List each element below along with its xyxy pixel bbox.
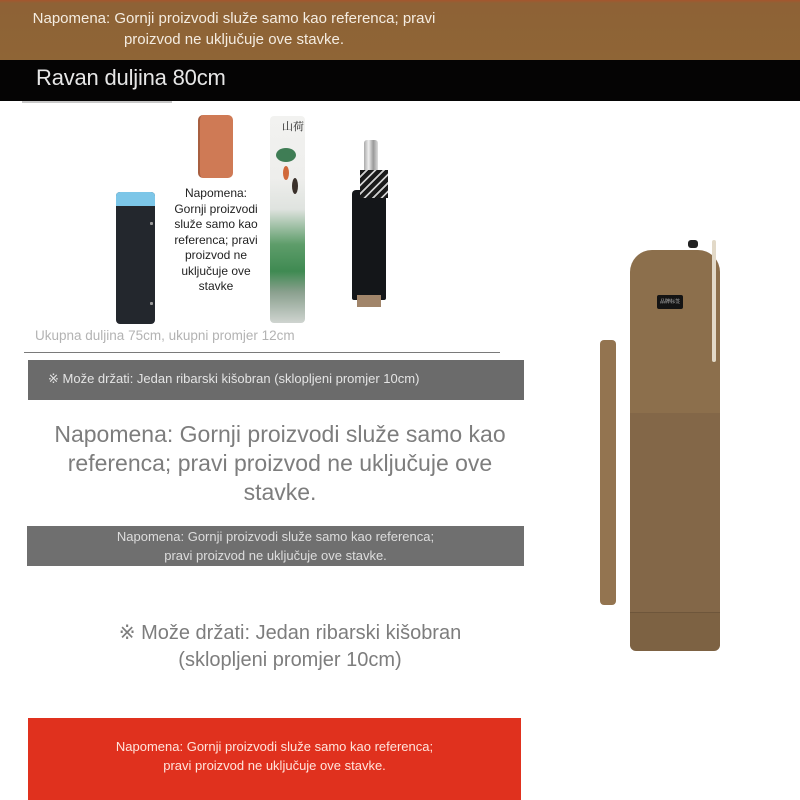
umbrella-canopy	[352, 190, 386, 300]
umbrella-handle	[357, 295, 381, 307]
case-detail	[150, 222, 153, 225]
product-image-orange-box	[198, 115, 233, 178]
product-image-blue-case	[116, 192, 155, 324]
large-disclaimer-text: Napomena: Gornji proizvodi služe samo kao referenca; pravi proizvod ne uključuje ove stavke.	[54, 421, 506, 505]
capacity-note-bar	[28, 360, 524, 400]
red-disclaimer-line-1: Napomena: Gornji proizvodi služe samo kao referenca;	[115, 739, 434, 754]
calligraphy-glyph: 山荷	[282, 120, 304, 133]
case-cap	[116, 192, 155, 206]
drawstring-toggle-icon	[688, 240, 698, 248]
disclaimer-line-1: Napomena: Gornji proizvodi služe samo kao referenca;	[116, 529, 435, 544]
bag-bottom-hem	[630, 612, 720, 651]
disclaimer-gray-bar	[27, 526, 524, 566]
product-image-painted-case	[270, 116, 305, 323]
case-detail	[150, 302, 153, 305]
bag-shoulder-strap	[600, 340, 616, 605]
product-image-umbrella	[352, 140, 382, 315]
disclaimer-red-bar	[28, 718, 521, 800]
overlay-note-text: Napomena: Gornji proizvodi služe samo kao referenca; pravi proizvod ne uključuje ove stavke	[174, 186, 258, 293]
page-title: Ravan duljina 80cm	[36, 65, 226, 90]
product-dimensions-caption: Ukupna duljina 75cm, ukupni promjer 12cm	[35, 328, 295, 343]
umbrella-stripe	[360, 170, 388, 198]
top-note-text: Napomena: Gornji proizvodi služe samo kao referenca; pravi proizvod ne uključuje ove stavke.	[32, 10, 436, 48]
lotus-leaf-shape	[276, 148, 296, 162]
koi-shape	[292, 178, 298, 194]
red-disclaimer-line-2: pravi proizvod ne uključuje ove stavke.	[163, 758, 386, 773]
capacity-line-2: (sklopljeni promjer 10cm)	[178, 649, 402, 671]
large-capacity-note	[60, 620, 520, 674]
capacity-note-text: ※ Može držati: Jedan ribarski kišobran (sklopljeni promjer 10cm)	[48, 371, 420, 386]
divider-line	[24, 352, 500, 353]
capacity-line-1: ※ Može držati: Jedan ribarski kišobran	[118, 622, 462, 644]
bag-brand-label: 品牌标签	[657, 295, 683, 309]
disclaimer-line-2: pravi proizvod ne uključuje ove stavke.	[164, 548, 387, 563]
drawstring-cord	[712, 240, 716, 362]
koi-shape	[283, 166, 289, 180]
title-underline-divider	[22, 101, 172, 103]
